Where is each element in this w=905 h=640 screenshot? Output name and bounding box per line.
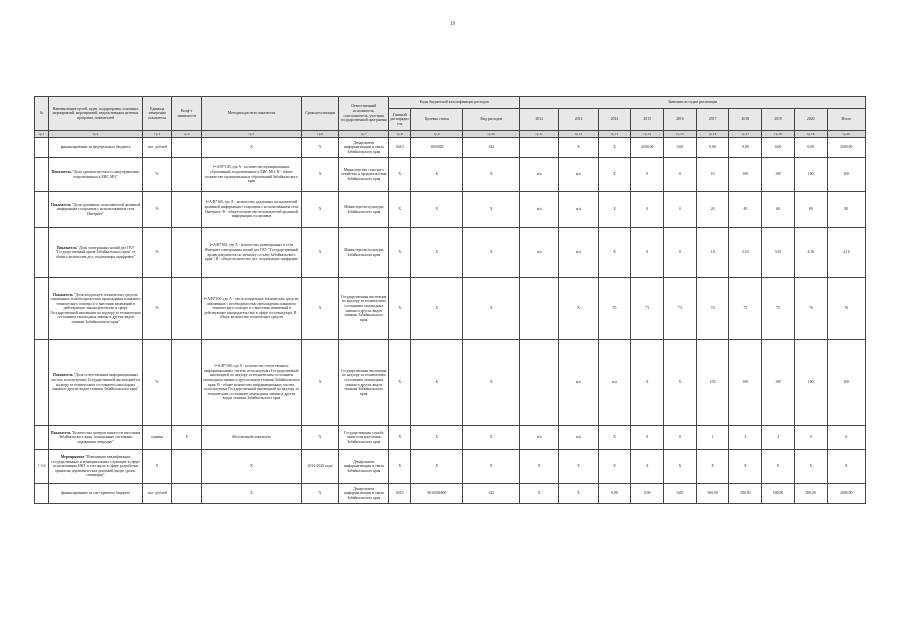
table-cell: 4,16	[827, 228, 865, 278]
table-cell: Х	[411, 192, 463, 228]
table-cell: Х	[598, 158, 631, 192]
table-cell: 1003028	[411, 138, 463, 158]
table-cell: 242	[463, 484, 520, 504]
table-cell: 100	[794, 340, 827, 426]
table-cell: 0	[664, 192, 697, 228]
col-number: гр.14	[631, 131, 664, 138]
table-cell: Х	[559, 484, 598, 504]
table-cell: Х	[389, 192, 411, 228]
table-cell: Х	[598, 450, 631, 484]
table-cell: 0	[631, 192, 664, 228]
table-cell: Х	[463, 450, 520, 484]
table-cell: 0,00	[631, 484, 664, 504]
table-row	[35, 192, 866, 228]
row-name-prefix: Мероприятие	[60, 455, 85, 460]
col-number: гр.11	[520, 131, 559, 138]
table-cell: Х	[411, 426, 463, 450]
table-cell: 0610304800	[411, 484, 463, 504]
table-row	[35, 138, 866, 158]
header-term: Сроки реализации	[302, 97, 339, 131]
row-name-prefix: Показатель	[51, 169, 72, 174]
table-cell: 70	[598, 278, 631, 340]
table-cell	[35, 426, 49, 450]
header-year: 2016	[664, 109, 697, 131]
table-cell: 76	[794, 278, 827, 340]
table-cell: Х	[463, 340, 520, 426]
table-cell	[35, 340, 49, 426]
table-cell: Х	[302, 278, 339, 340]
table-cell: тыс. рублей	[142, 484, 171, 504]
table-cell	[35, 138, 49, 158]
table-cell: Х	[794, 450, 827, 484]
table-cell: н/а	[520, 228, 559, 278]
row-name-prefix: Показатель	[53, 292, 73, 297]
table-cell: н/а	[559, 158, 598, 192]
table-cell: Х	[463, 426, 520, 450]
table-cell: 20	[696, 192, 729, 228]
table-cell: Х	[411, 450, 463, 484]
table-cell: н/а	[559, 228, 598, 278]
col-number: гр.15	[664, 131, 697, 138]
table-cell: 2,54	[729, 228, 762, 278]
table-cell: 100	[794, 158, 827, 192]
col-number: гр.10	[463, 131, 520, 138]
row-name-prefix: Показатель	[56, 245, 77, 250]
table-cell: 80	[794, 192, 827, 228]
table-cell: Департамент информатизации и связи Забайкальского края	[339, 484, 389, 504]
table-cell: 0	[631, 158, 664, 192]
table-cell	[172, 340, 201, 426]
row-name-cell	[49, 450, 143, 484]
table-cell: 0	[664, 158, 697, 192]
table-cell: Х	[559, 278, 598, 340]
row-name-cell	[49, 228, 143, 278]
header-year: 2015	[631, 109, 664, 131]
table-cell: Х	[520, 450, 559, 484]
table-cell: н/а	[520, 426, 559, 450]
col-number: гр.20	[827, 131, 865, 138]
table-cell	[172, 192, 201, 228]
row-name-text: финансирование за счет краевого бюджета	[61, 491, 131, 496]
table-row	[35, 228, 866, 278]
table-cell: Государственная инспекция по надзору за техническим состоянием самоходных машин и других видов техники Забайкальского края	[339, 278, 389, 340]
table-cell: Департамент информатизации и связи Забайкальского края	[339, 450, 389, 484]
table-cell: Х	[559, 138, 598, 158]
header-budget-col: Вид расходов	[463, 109, 520, 131]
row-name-cell	[49, 192, 143, 228]
table-cell: Х	[664, 340, 697, 426]
header-year: 2019	[762, 109, 795, 131]
table-cell: Х	[729, 450, 762, 484]
table-cell: I=А/В*100, где А - число владельцев технических средств, охваченных с необходимостью прохождения планового технического осмотра и о внесении изменений в действующее законодательство в сфере гостехнадзора, В - общее количество технических средств	[201, 278, 301, 340]
table-cell: 100	[762, 158, 795, 192]
table-cell: 0,00	[664, 138, 697, 158]
col-number: гр.9	[411, 131, 463, 138]
header-method: Методика расчета показателя	[201, 97, 301, 131]
table-cell: 75	[762, 278, 795, 340]
table-cell: Департамент информатизации и связи Забайкальского края	[339, 138, 389, 158]
table-cell: 100	[827, 340, 865, 426]
header-budget-col: Целевая статья	[411, 109, 463, 131]
table-cell: Х	[389, 158, 411, 192]
table-cell	[35, 484, 49, 504]
row-name-text: "Доля электронных копий дел ГКУ "Государственный архив Забайкальского края" от общего количества дел, подлежащих оцифровке"	[55, 245, 136, 259]
header-year: Итого	[827, 109, 865, 131]
header-year: 2017	[696, 109, 729, 131]
table-cell	[172, 484, 201, 504]
table-cell: I=А/В*100, где А - количество размещенных в сети Интернет электронных копий дел ГКУ "Государственный архив документов по личному составу Забайкальского края"; В - общее количество дел, подлежащих оцифровке	[201, 228, 301, 278]
table-cell: 3,35	[762, 228, 795, 278]
header-no: №	[35, 97, 49, 131]
col-number: гр.1	[35, 131, 49, 138]
table-cell: Х	[201, 450, 301, 484]
table-cell: Х	[463, 158, 520, 192]
table-cell: 500,00	[794, 484, 827, 504]
table-cell: 1	[696, 426, 729, 450]
table-row	[35, 484, 866, 504]
table-cell: Министерство культуры Забайкальского края	[339, 192, 389, 228]
table-cell: Х	[559, 450, 598, 484]
table-cell: Х	[631, 450, 664, 484]
header-year: 2020	[794, 109, 827, 131]
table-cell: Государственная инспекция по надзору за техническим состоянием самоходных машин и других видов техники Забайкальского края	[339, 340, 389, 426]
row-name-cell	[49, 340, 143, 426]
table-cell: 0,00	[762, 138, 795, 158]
row-name-prefix: Показатель	[52, 373, 73, 378]
table-cell	[35, 278, 49, 340]
table-cell: Министерство культуры Забайкальского края	[339, 228, 389, 278]
header-year: 2014	[598, 109, 631, 131]
table-row	[35, 158, 866, 192]
row-name-prefix: Показатель	[50, 202, 71, 207]
row-name-text: "Количество центров занятости населения Забайкальского края, оснащенных системами управления очередью"	[58, 430, 141, 444]
table-cell: 2014-2020 годы	[302, 450, 339, 484]
table-cell	[35, 158, 49, 192]
table-cell: Х	[389, 426, 411, 450]
table-cell: 1.3.6	[35, 450, 49, 484]
empty-cell	[520, 340, 559, 426]
table-cell: Государственная служба занятости населения Забайкальского края	[339, 426, 389, 450]
col-number: гр.12	[559, 131, 598, 138]
col-number: гр.7	[339, 131, 389, 138]
table-cell: 75	[729, 278, 762, 340]
table-cell: 242	[463, 138, 520, 158]
table-cell	[172, 138, 201, 158]
col-number: гр.8	[389, 131, 411, 138]
col-number: гр.2	[49, 131, 143, 138]
row-name-cell	[49, 426, 143, 450]
row-name-text: "Доля владельцев технических средств, охваченных и необходимостью прохождения планового технического осмотра и о внесении изменений в действующее законодательство в сфере Государственной инспекции по надзору за техническим состоянием самоходных машин и других видов техники Забайкальского края"	[50, 292, 141, 324]
table-cell: Х	[302, 138, 339, 158]
table-cell: 0	[631, 426, 664, 450]
table-cell: 0,00	[729, 138, 762, 158]
table-cell: 500,00	[729, 484, 762, 504]
table-cell: 0	[664, 426, 697, 450]
table-row	[35, 450, 866, 484]
table-cell: Х	[520, 484, 559, 504]
header-resp: Ответственный исполнитель, соисполнитель, участник государственной программы	[339, 97, 389, 131]
table-cell: 0	[794, 426, 827, 450]
table-cell: 73	[664, 278, 697, 340]
table-cell: 0,00	[664, 484, 697, 504]
table-cell: 100	[762, 340, 795, 426]
row-name-text: "Доля отчетственных информационных систем, используемых Государственной инспекцией по надзору за техническим состоянием самоходных машин и других видов техники Забайкальского края"	[50, 373, 141, 392]
table-cell: 60	[762, 192, 795, 228]
table-cell: н/а	[598, 340, 631, 426]
header-unit: Единица измерения показателя	[142, 97, 171, 131]
table-cell: Х	[302, 228, 339, 278]
table-cell: Х	[411, 228, 463, 278]
table-cell: 0410	[389, 138, 411, 158]
table-cell: Х	[302, 340, 339, 426]
table-cell: Х	[631, 340, 664, 426]
table-cell: Х	[463, 192, 520, 228]
table-cell: Х	[598, 192, 631, 228]
table-cell: Х	[389, 228, 411, 278]
header-name: Наименование целей, задач, подпрограмм, основных мероприятий, мероприятий, ведомственных целевых программ, показателей	[49, 97, 143, 131]
table-cell: 2000,00	[827, 484, 865, 504]
table-cell	[172, 278, 201, 340]
table-cell: Х	[302, 158, 339, 192]
table-cell: тыс. рублей	[142, 138, 171, 158]
page-number: 19	[450, 22, 455, 27]
table-cell: 2	[729, 426, 762, 450]
table-cell: 3	[762, 426, 795, 450]
table-row	[35, 278, 866, 340]
table-cell: 74	[696, 278, 729, 340]
table-cell	[35, 192, 49, 228]
table-cell: 0,00	[696, 138, 729, 158]
table-body	[35, 131, 866, 504]
header-year: 2013	[559, 109, 598, 131]
table-cell: 500,00	[762, 484, 795, 504]
col-number: гр.6	[302, 131, 339, 138]
table-cell: н/а	[559, 426, 598, 450]
table-cell: Х	[696, 450, 729, 484]
row-name-cell	[49, 158, 143, 192]
table-cell: Х	[762, 450, 795, 484]
table-cell: 100	[827, 158, 865, 192]
col-number: гр.19	[794, 131, 827, 138]
row-name-cell	[49, 484, 143, 504]
table-cell: %	[142, 278, 171, 340]
header-values-group: Значения по годам реализации	[520, 97, 866, 109]
table-cell: 76	[827, 278, 865, 340]
column-numbers-row	[35, 131, 866, 138]
table-cell: 4,16	[794, 228, 827, 278]
table-cell: н/а	[559, 192, 598, 228]
table-cell: Х	[201, 138, 301, 158]
table-cell: Х	[598, 228, 631, 278]
table-cell: %	[142, 228, 171, 278]
row-name-text: финансирование из федерального бюджета	[60, 145, 131, 150]
row-name-text: "Доля удаленных пользователей архивной информации госархивов с использованием сети Интернет"	[56, 202, 141, 216]
table-cell: 100	[729, 158, 762, 192]
table-cell: %	[142, 192, 171, 228]
table-cell: н/а	[559, 340, 598, 426]
table-cell: Х	[389, 340, 411, 426]
table-cell: Х	[411, 278, 463, 340]
table-cell: Х	[463, 278, 520, 340]
row-name-text: "Доля органов местного самоуправления, подключенных к ЕИС МО"	[71, 169, 140, 179]
row-name-cell	[49, 138, 143, 158]
table-cell: Х	[411, 340, 463, 426]
table-cell: 0	[631, 228, 664, 278]
program-table	[34, 96, 866, 504]
header-budget-group: Коды бюджетной классификации расходов	[389, 97, 520, 109]
table-cell: Х	[463, 228, 520, 278]
col-number: гр.3	[142, 131, 171, 138]
table-cell: Министерство сельского хозяйства и продовольствия Забайкальского края	[339, 158, 389, 192]
table-cell: Х	[827, 450, 865, 484]
table-cell: Х	[598, 426, 631, 450]
table-cell: 0410	[389, 484, 411, 504]
table-cell: Х	[598, 138, 631, 158]
table-cell: 4500,00	[827, 138, 865, 158]
table-cell	[35, 228, 49, 278]
table-cell: н/а	[520, 158, 559, 192]
table-cell: Х	[201, 484, 301, 504]
table-cell: Х	[302, 484, 339, 504]
empty-cell	[520, 138, 559, 158]
table-cell: %	[142, 340, 171, 426]
table-cell: 10	[696, 158, 729, 192]
table-cell: Х	[302, 192, 339, 228]
col-number: гр.4	[172, 131, 201, 138]
col-number: гр.18	[762, 131, 795, 138]
table-cell: единиц	[142, 426, 171, 450]
table-cell: Х	[664, 450, 697, 484]
table-cell: 0,00	[794, 138, 827, 158]
table-cell: Х	[302, 426, 339, 450]
table-cell: I=А/В*100, где А - количество удаленных пользователей архивной информации госархивов с использованием сети Интернет; В - общее количество пользователей архивной информации госархивов	[201, 192, 301, 228]
table-cell: 71	[631, 278, 664, 340]
table-cell	[172, 228, 201, 278]
table-cell: Х	[172, 426, 201, 450]
table-cell: Х	[142, 450, 171, 484]
table-cell: 500,00	[696, 484, 729, 504]
col-number: гр.17	[729, 131, 762, 138]
table-cell: 4500,00	[631, 138, 664, 158]
table-cell: 40	[729, 192, 762, 228]
table-cell	[172, 450, 201, 484]
table-cell: Абсолютный показатель	[201, 426, 301, 450]
table-row	[35, 426, 866, 450]
table-cell: Х	[389, 450, 411, 484]
table-cell: 1,8	[696, 228, 729, 278]
row-name-text: "Повышение квалификации государственных и муниципальных служащих в сфере использования ИКТ, в том числе в сфере разработки принятия управленческих решений (видео уроки, семинары)"	[51, 455, 140, 478]
table-cell: I=А/В*100, где А - количество муниципальных образований, подключенных к ЕИС МО; В - общее количество муниципальных образований Забайкальского края	[201, 158, 301, 192]
table-cell: 100	[729, 340, 762, 426]
table-cell: 100	[696, 340, 729, 426]
table-cell: %	[142, 158, 171, 192]
table-cell: Х	[411, 158, 463, 192]
table-cell: I=А/В*100, где А - количество отчетственных информационных систем, используемых Государственной инспекцией по надзору за техническим состоянием самоходных машин и других видов техники Забайкальского края; В - общее количество информационных систем, используемых Государственной инспекцией по надзору за техническим состоянием самоходных машин и других видов техники Забайкальского края	[201, 340, 301, 426]
header-coef: Коэф-т значимости	[172, 97, 201, 131]
header-year: 2012	[520, 109, 559, 131]
header-year: 2018	[729, 109, 762, 131]
col-number: гр.5	[201, 131, 301, 138]
table-cell: 0,00	[598, 484, 631, 504]
empty-cell	[520, 278, 559, 340]
table-cell: 80	[827, 192, 865, 228]
table-cell: 0	[664, 228, 697, 278]
table-cell	[172, 158, 201, 192]
header-budget-col: Главный распорядитель	[389, 109, 411, 131]
table-cell: Х	[389, 278, 411, 340]
row-name-cell	[49, 278, 143, 340]
table-cell: н/а	[520, 192, 559, 228]
table-cell: 6	[827, 426, 865, 450]
table-row	[35, 340, 866, 426]
col-number: гр.16	[696, 131, 729, 138]
row-name-prefix: Показатель	[50, 430, 71, 435]
col-number: гр.13	[598, 131, 631, 138]
